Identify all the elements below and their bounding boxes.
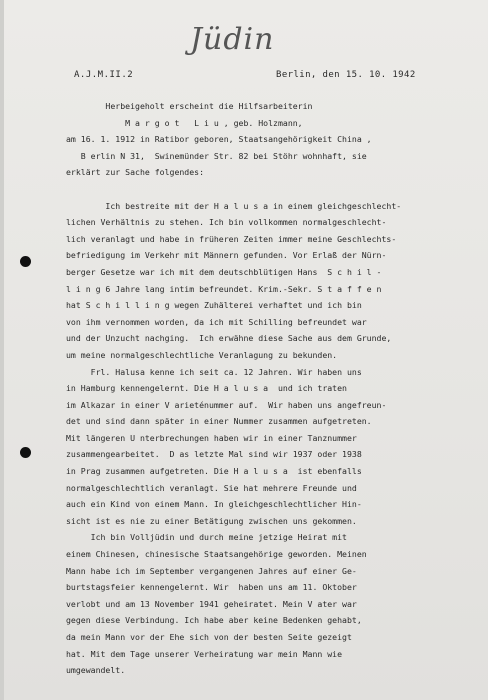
text-line: einem Chinesen, chinesische Staatsangehörige geworden. Meinen bbox=[66, 549, 367, 560]
text-line: erklärt zur Sache folgendes: bbox=[66, 167, 205, 178]
text-line: da mein Mann vor der Ehe sich von der besten Seite gezeigt bbox=[66, 632, 352, 642]
text-line: in Prag zusammen aufgetreten. Die H a l u s a ist ebenfalls bbox=[66, 466, 362, 477]
text-line: burtstagsfeier kennengelernt. Wir haben uns am 11. Oktober bbox=[66, 582, 357, 593]
text-line: normalgeschlechtlich veranlagt. Sie hat mehrere Freunde und bbox=[66, 482, 357, 493]
text-line: Frl. Halusa kenne ich seit ca. 12 Jahren. Wir haben uns bbox=[66, 366, 362, 377]
text-line: Mann habe ich im September vergangenen Jahres auf einer Ge- bbox=[66, 565, 357, 576]
text-line: l i n g 6 Jahre lang intim befreundet. Krim.-Sekr. S t a f f e n bbox=[66, 283, 382, 294]
text-line: det und sind dann später in einer Nummer zusammen aufgetreten. bbox=[66, 416, 372, 427]
text-line: hat. Mit dem Tage unserer Verheiratung war mein Mann wie bbox=[66, 648, 343, 659]
text-line: B erlin N 31, Swinemünder Str. 82 bei Stöhr wohnhaft, sie bbox=[66, 150, 367, 161]
punch-hole bbox=[20, 447, 31, 458]
text-line: Ich bestreite mit der H a l u s a in einem gleichgeschlecht- bbox=[66, 200, 402, 211]
text-line: lichen Verhältnis zu stehen. Ich bin vollkommen normalgeschlecht- bbox=[66, 217, 387, 228]
text-line: umgewandelt. bbox=[66, 665, 126, 676]
text-line: und der Unzucht nachging. Ich erwähne diese Sache aus dem Grunde, bbox=[66, 333, 392, 344]
file-reference: A.J.M.II.2 bbox=[74, 70, 134, 80]
dateline: Berlin, den 15. 10. 1942 bbox=[276, 70, 416, 80]
text-line: Mit längeren U nterbrechungen haben wir in einer Tanznummer bbox=[66, 432, 357, 443]
text-line: Ich bin Volljüdin und durch meine jetzige Heirat mit bbox=[66, 532, 347, 543]
text-line: auch ein Kind von einem Mann. In gleichgeschlechtlicher Hin- bbox=[66, 499, 362, 510]
handwritten-title: Jüdin bbox=[190, 22, 275, 57]
page-edge bbox=[0, 0, 4, 700]
text-line: hat S c h i l l i n g wegen Zuhälterei verhaftet und ich bin bbox=[66, 300, 362, 311]
text-line: zusammengearbeitet. D as letzte Mal sind wir 1937 oder 1938 bbox=[66, 449, 362, 460]
text-line: am 16. 1. 1912 in Ratibor geboren, Staatsangehörigkeit China , bbox=[66, 134, 372, 145]
punch-hole bbox=[20, 256, 31, 267]
text-line: verlobt und am 13 November 1941 geheiratet. Mein V ater war bbox=[66, 598, 357, 609]
text-line: von ihm vernommen worden, da ich mit Schilling befreundet war bbox=[66, 316, 367, 327]
text-line: um meine normalgeschlechtliche Veranlagung zu bekunden. bbox=[66, 349, 338, 360]
text-line: in Hamburg kennengelernt. Die H a l u s a und ich traten bbox=[66, 383, 347, 394]
text-line: lich veranlagt und habe in früheren Zeiten immer meine Geschlechts- bbox=[66, 233, 397, 244]
typed-body bbox=[66, 98, 480, 679]
text-line: im Alkazar in einer V arieténummer auf. Wir haben uns angefreun- bbox=[66, 399, 387, 410]
text-line bbox=[66, 181, 480, 198]
text-line: befriedigung im Verkehr mit Männern gefunden. Vor Erlaß der Nürn- bbox=[66, 250, 387, 261]
text-line: gegen diese Verbindung. Ich habe aber keine Bedenken gehabt, bbox=[66, 615, 362, 626]
text-line: sicht ist es nie zu einer Betätigung zwischen uns gekommen. bbox=[66, 515, 357, 526]
text-line: M a r g o t L i u , geb. Holzmann, bbox=[66, 117, 303, 128]
text-line: berger Gesetze war ich mit dem deutschblütigen Hans S c h i l - bbox=[66, 266, 382, 277]
text-line: Herbeigeholt erscheint die Hilfsarbeiterin bbox=[66, 101, 313, 111]
